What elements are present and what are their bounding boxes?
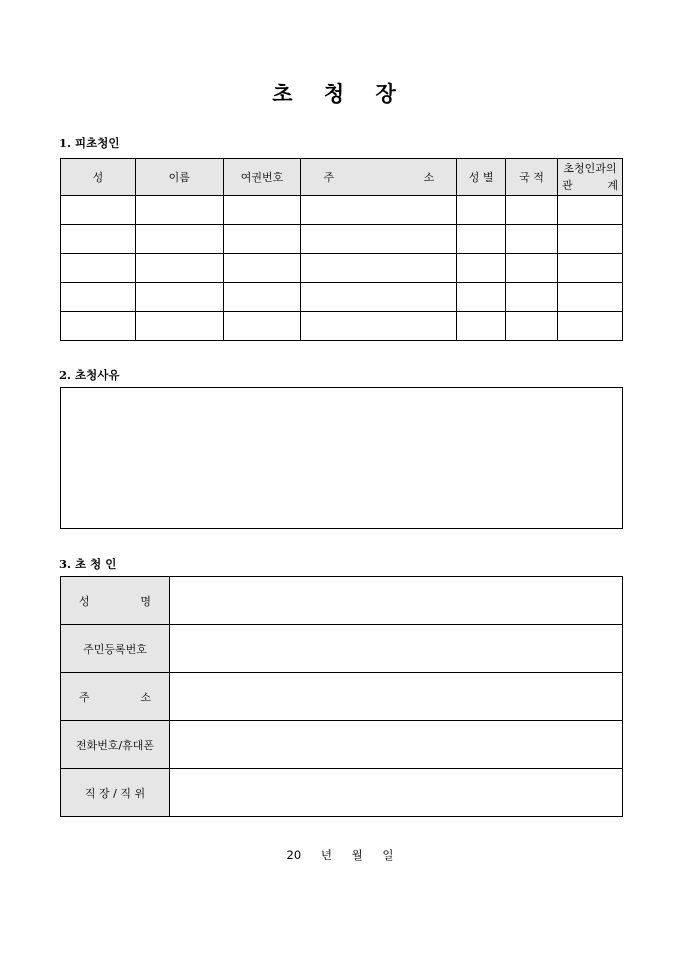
invitee-row <box>61 312 623 341</box>
inviter-row-resident-no <box>61 625 623 673</box>
col-nationality: 국 적 <box>506 159 558 196</box>
label-resident-no: 주민등록번호 <box>61 625 170 673</box>
label-phone: 전화번호/휴대폰 <box>61 721 170 769</box>
invitation-reason-box[interactable] <box>60 387 623 529</box>
section3-heading: 3. 초 청 인 <box>59 557 117 571</box>
inviter-row-phone <box>61 721 623 769</box>
invitee-row <box>61 254 623 283</box>
inviter-row-address <box>61 673 623 721</box>
section1-heading: 1. 피초청인 <box>59 136 120 150</box>
invitee-row <box>61 225 623 254</box>
value-resident-no[interactable] <box>170 625 623 673</box>
value-name[interactable] <box>170 577 623 625</box>
col-gender: 성 별 <box>457 159 506 196</box>
section2-heading: 2. 초청사유 <box>59 368 120 382</box>
document-title: 초 청 장 <box>272 81 408 106</box>
date-line: 20 년 월 일 <box>286 848 394 862</box>
col-address: 주 소 <box>301 159 457 196</box>
label-name: 성 명 <box>61 577 170 625</box>
value-address[interactable] <box>170 673 623 721</box>
invitee-header-row <box>61 159 623 196</box>
invitee-table <box>60 158 623 341</box>
value-job[interactable] <box>170 769 623 817</box>
inviter-table <box>60 576 623 817</box>
col-name: 이름 <box>135 159 223 196</box>
invitee-row <box>61 283 623 312</box>
invitee-row <box>61 196 623 225</box>
col-relation: 초청인과의 관 계 <box>557 159 622 196</box>
col-passport: 여권번호 <box>223 159 301 196</box>
col-surname: 성 <box>61 159 136 196</box>
inviter-row-name <box>61 577 623 625</box>
label-address: 주 소 <box>61 673 170 721</box>
label-job: 직 장 / 직 위 <box>61 769 170 817</box>
inviter-row-job <box>61 769 623 817</box>
value-phone[interactable] <box>170 721 623 769</box>
